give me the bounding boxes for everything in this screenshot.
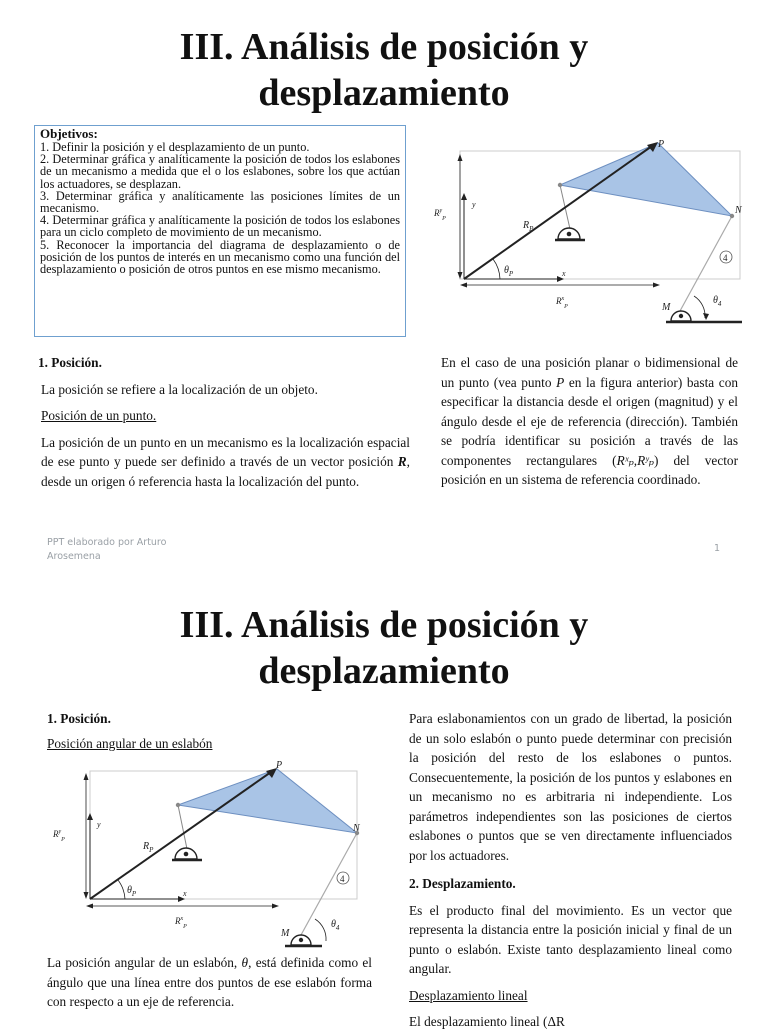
crank-link xyxy=(178,805,187,849)
title-line-1: III. Análisis de posición y xyxy=(179,26,589,68)
objective-item: 1. Definir la posición y el desplazamiento de un punto. xyxy=(40,140,310,154)
label-theta-p: $\theta_P$ xyxy=(127,885,137,898)
linear-displacement-paragraph: El desplazamiento lineal (ΔR xyxy=(409,1014,565,1029)
footer-credit: PPT elaborado por Arturo Arosemena xyxy=(47,537,167,562)
left-column xyxy=(38,353,410,491)
slide-title xyxy=(0,24,768,116)
section-heading: 1. Posición. xyxy=(47,711,111,726)
pivot-point xyxy=(176,803,180,807)
theta-4-arc xyxy=(315,919,326,941)
label-x: x xyxy=(183,889,187,898)
ground-pivot-icon xyxy=(172,848,202,860)
position-definition: La posición se refiere a la localización de un objeto. xyxy=(41,381,318,397)
objective-item: 4. Determinar gráfica y analíticamente la posición de todos los eslabones para un ciclo completo de movimiento de un mecanismo. xyxy=(40,213,400,240)
objectives-box xyxy=(34,125,406,337)
label-y: y xyxy=(97,820,101,829)
displacement-paragraph: Es el producto final del movimiento. Es un vector que representa la distancia entre la posición inicial y final de un punto o eslabón. Existe tanto desplazamiento lineal como angular. xyxy=(409,902,732,976)
slide-2 xyxy=(0,585,768,1029)
link-4 xyxy=(301,833,357,935)
label-theta-p: $\theta_P$ xyxy=(504,265,514,278)
right-column xyxy=(441,353,738,490)
ground-pivot-icon xyxy=(555,228,585,240)
objective-item: 2. Determinar gráfica y analíticamente la posición de todos los eslabones de un mecanismo a medida que el o los eslabones, sobre los que actúan los actuadores, se desplazan. xyxy=(40,152,400,191)
theta-4-arrow-icon xyxy=(703,313,709,320)
theta-4-arc xyxy=(694,296,705,318)
y-axis-arrow-icon xyxy=(461,193,467,200)
label-ryp: $R^y_P$ xyxy=(53,829,65,843)
link-number: 4 xyxy=(340,874,345,884)
title-line-2: desplazamiento xyxy=(258,72,510,114)
objective-item: 3. Determinar gráfica y analíticamente las posiciones límites de un mecanismo. xyxy=(40,188,400,216)
position-vector-rp xyxy=(90,772,271,899)
subheading: Posición angular de un eslabón xyxy=(47,735,213,751)
label-ryp: $R^y_P$ xyxy=(434,208,446,222)
link-number: 4 xyxy=(723,253,728,263)
label-theta-4: $\theta_4$ xyxy=(713,295,722,308)
ground-pivot-m-icon xyxy=(666,311,742,322)
right-paragraph: En el caso de una posición planar o bidimensional de un punto (vea punto P en la figura anterior) basta con especificar la distancia desde el origen (magnitud) y el ángulo desde el eje de referencia (dirección). También se podría identificar su posición a través de las componentes rectangulares (Rˣₚ,Rʸₚ) del vector posición en un sistema de referencia coordinado. xyxy=(441,355,739,487)
subheading: Posición de un punto. xyxy=(41,408,157,423)
angular-paragraph-block xyxy=(47,953,372,1012)
dof-paragraph: Para eslabonamientos con un grado de libertad, la posición de un solo eslabón o punto puede determinar con precisión la posición del resto de los eslabones o puntos. Consecuentemente, la posición de los puntos y eslabones en un mecanismo no es arbitraria ni independiente. Los parámetros independientes son las posiciones de ciertos eslabones o puntos que se ven directamente influenciados por los actuadores. xyxy=(409,711,732,863)
theta-p-arc xyxy=(493,259,500,279)
label-n: N xyxy=(735,205,742,216)
joint-n xyxy=(730,214,734,218)
pivot-point xyxy=(558,183,562,187)
theta-p-arc xyxy=(118,880,125,899)
title-line-2: desplazamiento xyxy=(258,650,510,692)
label-theta-4: $\theta_4$ xyxy=(331,919,340,932)
y-axis-arrow-icon xyxy=(87,813,93,820)
label-rp: $R_P$ xyxy=(523,220,534,233)
label-n: N xyxy=(353,823,360,834)
label-rp: $R_P$ xyxy=(143,841,154,854)
section-2-heading: 2. Desplazamiento. xyxy=(409,876,516,891)
mechanism-figure-2 xyxy=(47,757,377,957)
objective-item: 5. Reconocer la importancia del diagrama de desplazamiento o de posición de los puntos de interés en un mecanismo como una función del desplazamiento o posición de otros puntos en ese mismo mecanismo. xyxy=(40,237,400,277)
right-column xyxy=(409,709,732,1032)
linear-displacement-heading: Desplazamiento lineal xyxy=(409,987,528,1003)
slide-title xyxy=(0,602,768,694)
coupler-triangle xyxy=(178,769,357,833)
label-x: x xyxy=(562,269,566,278)
label-p: P xyxy=(658,139,665,150)
left-column xyxy=(47,709,377,753)
point-paragraph: La posición de un punto en un mecanismo es la localización espacial de ese punto y puede ser definido a través de un vector posición R, desde un origen ó referencia hasta la localización del punto. xyxy=(41,434,410,489)
coupler-triangle xyxy=(560,143,732,216)
label-m: M xyxy=(281,928,290,939)
label-rxp: $R^x_P$ xyxy=(556,296,568,310)
label-p: P xyxy=(276,760,283,771)
position-vector-rp xyxy=(464,146,652,279)
page-number: 1 xyxy=(714,543,721,554)
label-m: M xyxy=(662,302,671,313)
section-heading: 1. Posición. xyxy=(38,355,102,370)
link-4 xyxy=(680,216,732,311)
ground-pivot-m-icon xyxy=(285,935,322,946)
label-y: y xyxy=(472,200,476,209)
label-rxp: $R^x_P$ xyxy=(175,916,187,930)
title-line-1: III. Análisis de posición y xyxy=(179,604,589,646)
mechanism-figure xyxy=(430,133,750,333)
objectives-heading: Objetivos: xyxy=(40,126,98,141)
angular-paragraph: La posición angular de un eslabón, θ, está definida como el ángulo que una línea entre dos puntos de ese eslabón forma con respecto a un eje de referencia. xyxy=(47,955,372,1009)
